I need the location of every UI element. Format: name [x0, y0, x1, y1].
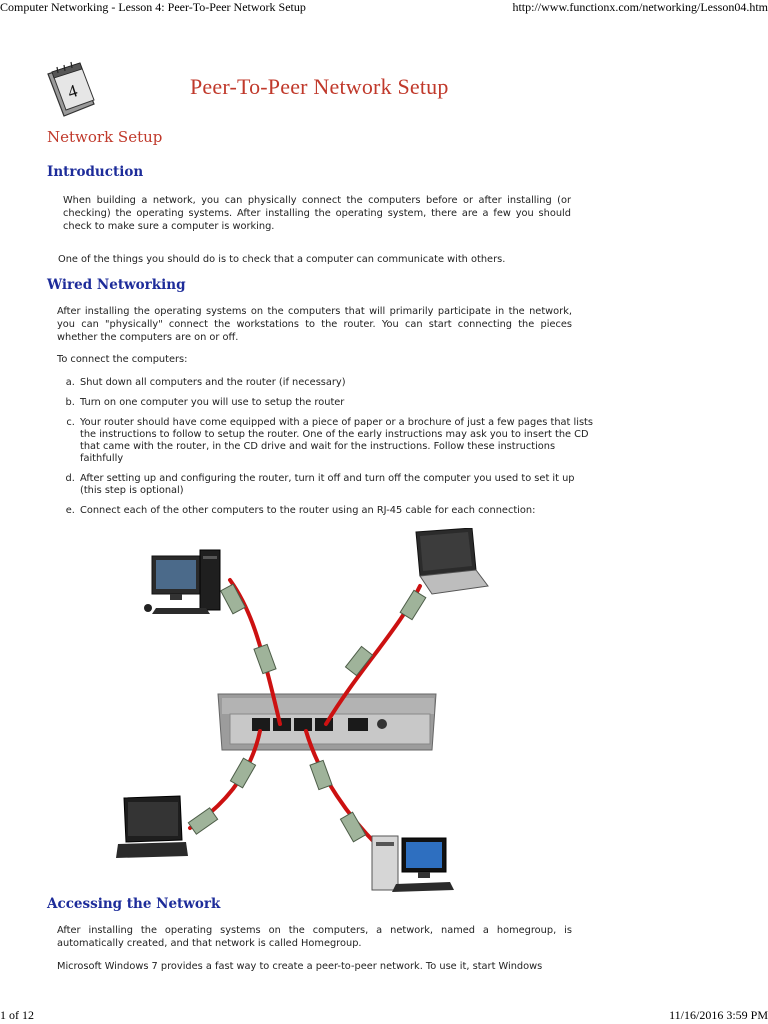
section-title: Network Setup [47, 128, 163, 146]
print-header-title: Computer Networking - Lesson 4: Peer-To-Peer Network Setup [0, 0, 306, 14]
wired-networking-heading: Wired Networking [47, 277, 186, 293]
introduction-heading: Introduction [47, 164, 144, 180]
accessing-paragraph-2: Microsoft Windows 7 provides a fast way to create a peer-to-peer network. To use it, start Windows [57, 961, 543, 972]
lesson-calendar-icon [44, 60, 98, 120]
print-timestamp: 11/16/2016 3:59 PM [669, 1008, 768, 1022]
lesson-number: 4 [65, 80, 80, 103]
print-footer [0, 1008, 768, 1024]
wired-paragraph-1: After installing the operating systems on the computers that will primarily participate in the network, you can "physically" connect the workstations to the router. You can start connecting the pieces whether the computers are on or off. [57, 306, 572, 343]
accessing-network-heading: Accessing the Network [47, 896, 221, 912]
wired-paragraph-2: To connect the computers: [57, 354, 188, 365]
introduction-paragraph-1: When building a network, you can physically connect the computers before or after installing (or checking) the operating systems. After installing the operating system, there are a few you should check to make sure a computer is working. [63, 195, 571, 232]
connection-steps-list [60, 377, 598, 525]
page-title: Peer-To-Peer Network Setup [190, 74, 449, 99]
print-header-url[interactable]: http://www.functionx.com/networking/Lesson04.htm [512, 0, 768, 14]
print-header [0, 0, 768, 16]
accessing-paragraph-1: After installing the operating systems on the computers, a network, named a homegroup, is automatically created, and that network is called Homegroup. [57, 925, 572, 949]
page-count: 1 of 12 [0, 1008, 34, 1022]
desktop-computer-bottom-right [372, 836, 454, 892]
list-item: d. After setting up and configuring the router, turn it off and turn off the computer you used to set it up (this step is optional) [78, 473, 598, 497]
laptop-bottom-left [116, 796, 188, 858]
list-item: b. Turn on one computer you will use to setup the router [78, 397, 598, 409]
list-item: a. Shut down all computers and the router (if necessary) [78, 377, 598, 389]
introduction-paragraph-2: One of the things you should do is to check that a computer can communicate with others. [58, 254, 506, 265]
router-connection-diagram [110, 528, 580, 898]
list-item: e. Connect each of the other computers to the router using an RJ-45 cable for each connection: [78, 505, 598, 517]
desktop-computer-top-left [144, 550, 220, 614]
list-item: c. Your router should have come equipped with a piece of paper or a brochure of just a few pages that lists the instructions to follow to setup the router. One of the early instructions may ask you to insert the CD that came with the router, in the CD drive and wait for the instructions. Follow these instructions faithfully [78, 417, 598, 465]
laptop-top-right [416, 528, 488, 594]
